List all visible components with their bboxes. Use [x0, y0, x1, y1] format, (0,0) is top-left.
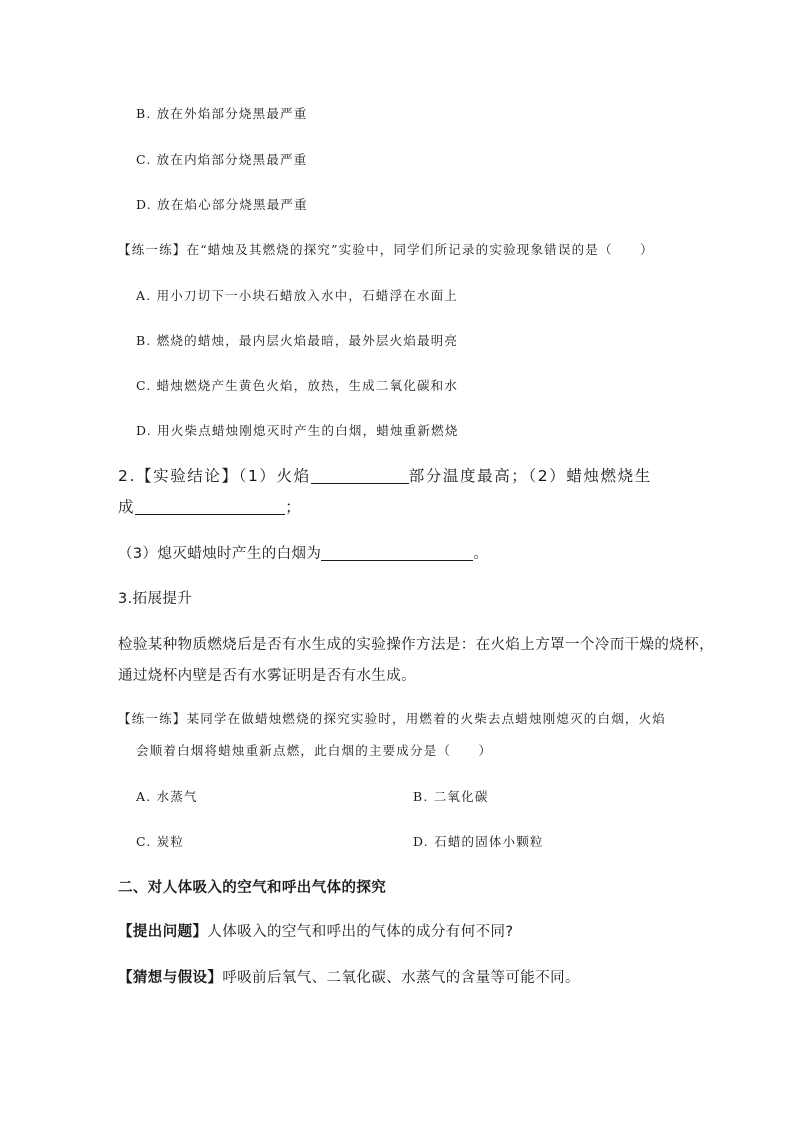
practice2-option-b: B. 二氧化碳 — [413, 789, 489, 804]
raise-question-label: 【提出问题】 — [118, 924, 208, 940]
practice-question-2-line-1: 【练一练】某同学在做蜡烛燃烧的探究实验时，用燃着的火柴去点蜡烛刚熄灭的白烟，火焰 — [118, 711, 667, 726]
conclusion-line-3 — [118, 542, 488, 563]
extension-text-line-1: 检验某种物质燃烧后是否有水生成的实验操作方法是：在火焰上方罩一个冷而干燥的烧杯， — [118, 637, 714, 653]
option-c-inner-flame: C. 放在内焰部分烧黑最严重 — [136, 152, 308, 167]
practice2-option-d: D. 石蜡的固体小颗粒 — [413, 834, 544, 849]
practice2-option-a: A. 水蒸气 — [136, 789, 198, 804]
conclusion-line-1 — [118, 464, 652, 486]
option-d-flame-core: D. 放在焰心部分烧黑最严重 — [136, 197, 308, 212]
raise-question-text: 人体吸入的空气和呼出的气体的成分有何不同? — [207, 924, 514, 940]
extension-text-line-2: 通过烧杯内壁是否有水雾证明是否有水生成。 — [118, 668, 416, 684]
blank-flame-part[interactable] — [311, 468, 409, 485]
practice1-option-c: C. 蜡烛燃烧产生黄色火焰，放热，生成二氧化碳和水 — [136, 378, 459, 393]
hypothesis-line — [118, 966, 580, 987]
section-heading-breath: 二、对人体吸入的空气和呼出气体的探究 — [118, 880, 387, 896]
option-b-outer-flame: B. 放在外焰部分烧黑最严重 — [136, 106, 308, 121]
blank-combustion-products[interactable] — [135, 499, 285, 516]
practice1-option-b: B. 燃烧的蜡烛，最内层火焰最暗，最外层火焰最明亮 — [136, 333, 459, 348]
conclusion-prefix: 2.【实验结论】（1）火焰 — [118, 467, 311, 485]
practice-question-2-line-2: 会顺着白烟将蜡烛重新点燃，此白烟的主要成分是（ ） — [136, 743, 493, 758]
conclusion-line2-prefix: 成 — [118, 498, 136, 516]
practice1-option-d: D. 用火柴点蜡烛刚熄灭时产生的白烟，蜡烛重新燃烧 — [136, 423, 459, 438]
practice1-option-a: A. 用小刀切下一小块石蜡放入水中，石蜡浮在水面上 — [136, 288, 458, 303]
hypothesis-label: 【猜想与假设】 — [118, 970, 223, 986]
conclusion-line3-prefix: （3）熄灭蜡烛时产生的白烟为 — [118, 546, 322, 562]
practice-question-1: 【练一练】在“蜡烛及其燃烧的探究”实验中，同学们所记录的实验现象错误的是（ ） — [118, 242, 654, 257]
conclusion-line3-suffix: 。 — [473, 546, 489, 562]
practice2-option-c: C. 炭粒 — [136, 834, 185, 849]
conclusion-middle: 部分温度最高；（2）蜡烛燃烧生 — [408, 467, 652, 485]
extension-title: 3.拓展提升 — [118, 591, 193, 607]
blank-white-smoke[interactable] — [321, 546, 473, 562]
hypothesis-text: 呼吸前后氧气、二氧化碳、水蒸气的含量等可能不同。 — [222, 970, 580, 986]
conclusion-line-2 — [118, 495, 302, 517]
raise-question-line — [118, 920, 514, 941]
conclusion-line2-suffix: ； — [285, 498, 303, 516]
